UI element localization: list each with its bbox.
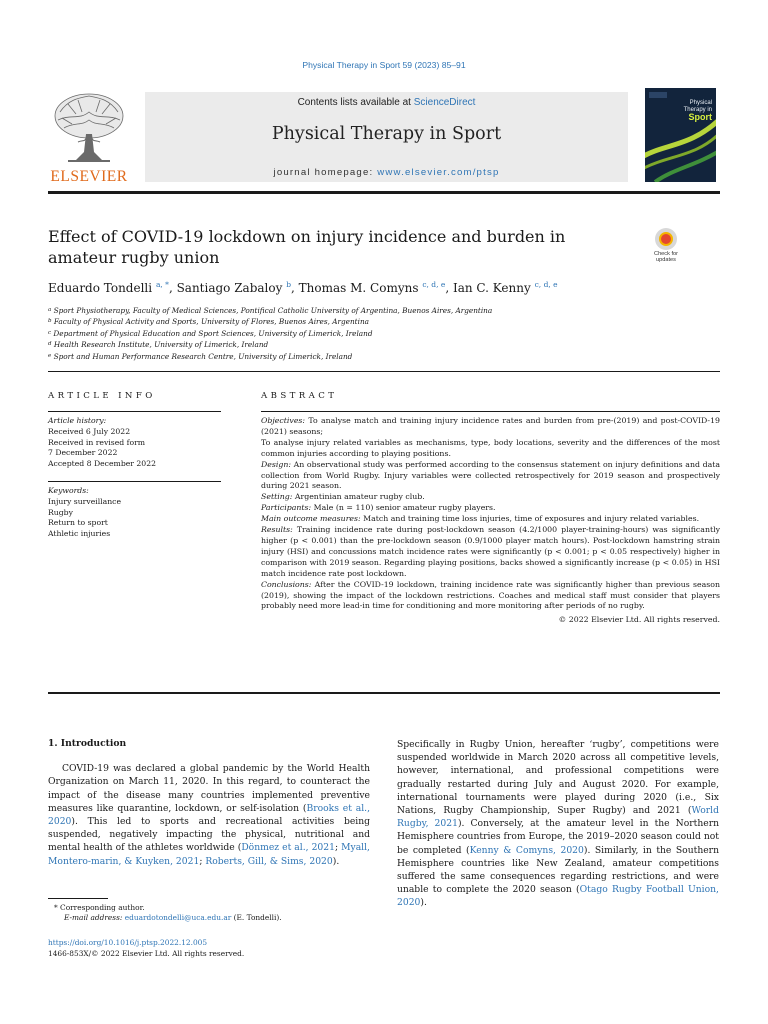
journal-banner (145, 92, 628, 182)
abstract-paragraph: Setting: Argentinian amateur rugby club. (261, 492, 425, 502)
author-affiliation-marks[interactable]: a, * (155, 280, 169, 289)
footnote-rule (48, 898, 108, 899)
author-name[interactable]: Thomas M. Comyns (298, 281, 419, 295)
journal-citation[interactable]: Physical Therapy in Sport 59 (2023) 85–91 (302, 60, 466, 70)
history-item: Accepted 8 December 2022 (48, 459, 156, 469)
abstract-body (261, 416, 720, 626)
abstract-paragraph: Design: An observational study was performed according to the consensus statement on injury definitions and data collection from World Rugby. Injury variables were collected retrospectively for 2019 season and prospectively during 2021 season. (261, 459, 721, 491)
abstract-bottom-divider (48, 692, 720, 694)
journal-title: Physical Therapy in Sport (271, 124, 502, 144)
elsevier-wordmark: ELSEVIER (50, 168, 128, 185)
citation-link[interactable]: Kenny & Comyns, 2020 (469, 844, 584, 856)
homepage-prefix: journal homepage: (273, 167, 378, 178)
cover-title-word-2: Therapy (683, 106, 706, 113)
citation-link[interactable]: World Rugby, 2021 (397, 805, 719, 830)
author-name[interactable]: Santiago Zabaloy (176, 281, 283, 295)
keyword-item: Injury surveillance (48, 496, 122, 506)
masthead-divider (48, 191, 720, 194)
elsevier-logo[interactable] (48, 90, 130, 184)
keyword-item: Athletic injuries (48, 529, 111, 539)
body-column-right (397, 738, 719, 910)
abstract-heading: ABSTRACT (261, 391, 338, 401)
check-for-updates-label: Check for updates (654, 251, 678, 263)
abstract-paragraph: Conclusions: After the COVID-19 lockdown, training incidence rate was significantly higher than previous season (2019), showing the impact of the lockdown restrictions. Coaches and medical staff must consider that players probably need more lead-in time for conditioning and more monitoring after periods of no rugby. (261, 579, 720, 611)
homepage-link[interactable]: www.elsevier.com/ptsp (377, 167, 500, 178)
section-heading: 1. Introduction (48, 738, 127, 749)
affiliation-list (48, 305, 720, 362)
affiliation-item: $^e$ Sport and Human Performance Research Centre, University of Limerick, Ireland (48, 351, 353, 361)
affiliation-item: $^a$ Sport Physiotherapy, Faculty of Medical Sciences, Pontifical Catholic University of Argentina, Buenos Aires, Argentina (48, 306, 493, 315)
article-title-line-1: Effect of COVID-19 lockdown on injury incidence and burden in (48, 227, 566, 246)
article-info-rule (48, 411, 221, 412)
citation-link[interactable]: Roberts, Gill, & Sims, 2020 (205, 855, 333, 867)
abstract-paragraph: Main outcome measures: Match and training time loss injuries, time of exposures and injury related variables. (261, 514, 700, 524)
history-item: 7 December 2022 (48, 448, 118, 458)
article-history-label: Article history: (48, 416, 107, 425)
abstract-paragraph: Results: Training incidence rate during post-lockdown season (4.2/1000 player-training-hours) was significantly higher (p < 0.001) than the pre-lockdown season (0.9/1000 player match hours). Post-lockdown hamstring strain injury (HSI) and concussions match incidence rates were significantly (p < 0.001; p < 0.05 respectively) higher in comparison with 2019 season. Regarding playing positions, backs showed a significantly increase (p < 0.05) in HSI match incidence rate post lockdown. (261, 525, 721, 578)
crossmark-icon (655, 228, 677, 250)
journal-masthead (48, 88, 720, 188)
author-name[interactable]: Ian C. Kenny (452, 281, 531, 295)
article-title-line-2: amateur rugby union (48, 248, 220, 267)
sciencedirect-link[interactable]: ScienceDirect (413, 97, 476, 108)
abstract-paragraph: To analyse injury related variables as mechanisms, type, body locations, severity and the differences of the most common injuries according to playing positions. (261, 437, 720, 458)
article-title (48, 226, 608, 268)
abstract-paragraph: Participants: Male (n = 110) senior amateur rugby players. (261, 503, 496, 513)
corresponding-author-label: * Corresponding author. (54, 903, 145, 912)
intro-paragraph-2: Specifically in Rugby Union, hereafter ‘rugby’, competitions were suspended worldwide in March 2020 across all competitive levels, however, international, and professional competitions were gradually restarted during July and August 2020. For example, international tournaments were played during 2020 (i.e., Six Nations, Rugby Championship, Super Rugby) and 2021 (World Rugby, 2021). Conversely, at the amateur level in the Northern Hemisphere countries from Europe, the 2019–2020 season could not be completed (Kenny & Comyns, 2020). Similarly, in the Southern Hemisphere countries like New Zealand, amateur competitions suffered the same consequences regarding restrictions, and were unable to complete the 2020 season (Otago Rugby Football Union, 2020). (397, 739, 720, 909)
keywords-block (48, 486, 220, 540)
elsevier-tree-icon (48, 90, 130, 166)
body-column-left (48, 737, 370, 868)
author-affiliation-marks[interactable]: c, d, e (422, 280, 446, 289)
cover-sport-text: Sport (688, 112, 712, 122)
citation-link[interactable]: Dönmez et al., 2021 (241, 842, 335, 854)
doi-block (48, 938, 378, 959)
history-item: Received in revised form (48, 437, 146, 447)
contents-prefix: Contents lists available at (297, 97, 414, 108)
email-link[interactable]: eduardotondelli@uca.edu.ar (124, 913, 232, 923)
article-history (48, 416, 220, 470)
cover-title-word-3: in (707, 106, 712, 113)
history-item: Received 6 July 2022 (48, 426, 131, 436)
front-matter-divider (48, 371, 720, 372)
affiliation-item: $^c$ Department of Physical Education and Sport Sciences, University of Limerick, Ireland (48, 328, 373, 338)
journal-cover-thumbnail[interactable] (645, 88, 716, 182)
keyword-item: Rugby (48, 507, 73, 517)
abstract-rule (261, 411, 720, 412)
author-affiliation-marks[interactable]: c, d, e (534, 280, 558, 289)
intro-paragraph-1: COVID-19 was declared a global pandemic by the World Health Organization on March 11, 2020. In this regard, to counteract the impact of the disease many countries implemented preventive measures like quarantine, lockdown, or self-isolation (Brooks et al., 2020). This led to sports and recreational activities being suspended, negatively impacting the physical, nutritional and mental health of the athletes worldwide (Dönmez et al., 2021; Myall, Montero-marin, & Kuyken, 2021; Roberts, Gill, & Sims, 2020). (48, 763, 370, 867)
keywords-rule (48, 481, 221, 482)
affiliation-item: $^d$ Health Research Institute, University of Limerick, Ireland (48, 340, 269, 350)
affiliation-item: $^b$ Faculty of Physical Activity and Sports, University of Flores, Buenos Aires, Argentina (48, 317, 369, 327)
abstract-paragraph: Objectives: To analyse match and training injury incidence rates and burden from pre-(2019) and post-COVID-19 (2021) seasons; (261, 416, 720, 436)
copyright-notice: © 2022 Elsevier Ltd. All rights reserved. (558, 615, 720, 625)
citation-link[interactable]: Myall, Montero-marin, & Kuyken, 2021 (48, 842, 370, 867)
check-for-updates-button[interactable] (648, 228, 684, 268)
cover-title-word-1: Physical (689, 100, 712, 106)
keyword-item: Return to sport (48, 518, 108, 528)
contents-availability (145, 97, 628, 108)
corresponding-author-note (48, 903, 378, 924)
journal-homepage (145, 167, 628, 178)
author-name[interactable]: Eduardo Tondelli (48, 281, 153, 295)
citation-link[interactable]: Otago Rugby Football Union, 2020 (397, 884, 719, 909)
issn-line: 1466-853X/© 2022 Elsevier Ltd. All rights reserved. (48, 948, 245, 958)
citation-link[interactable]: Brooks et al., 2020 (48, 802, 370, 828)
doi-link[interactable]: https://doi.org/10.1016/j.ptsp.2022.12.005 (48, 938, 208, 947)
author-list: Eduardo Tondelli $^{a, *}$, Santiago Zabaloy $^b$, Thomas M. Comyns $^{c, d, e}$, Ian C. Kenny $^{c, d, e}$ (48, 280, 558, 295)
keywords-label: Keywords: (48, 486, 89, 495)
article-info-heading: ARTICLE INFO (48, 391, 156, 401)
email-line: E-mail address: eduardotondelli@uca.edu.ar (E. Tondelli). (64, 913, 282, 923)
author-affiliation-marks[interactable]: b (286, 280, 292, 289)
